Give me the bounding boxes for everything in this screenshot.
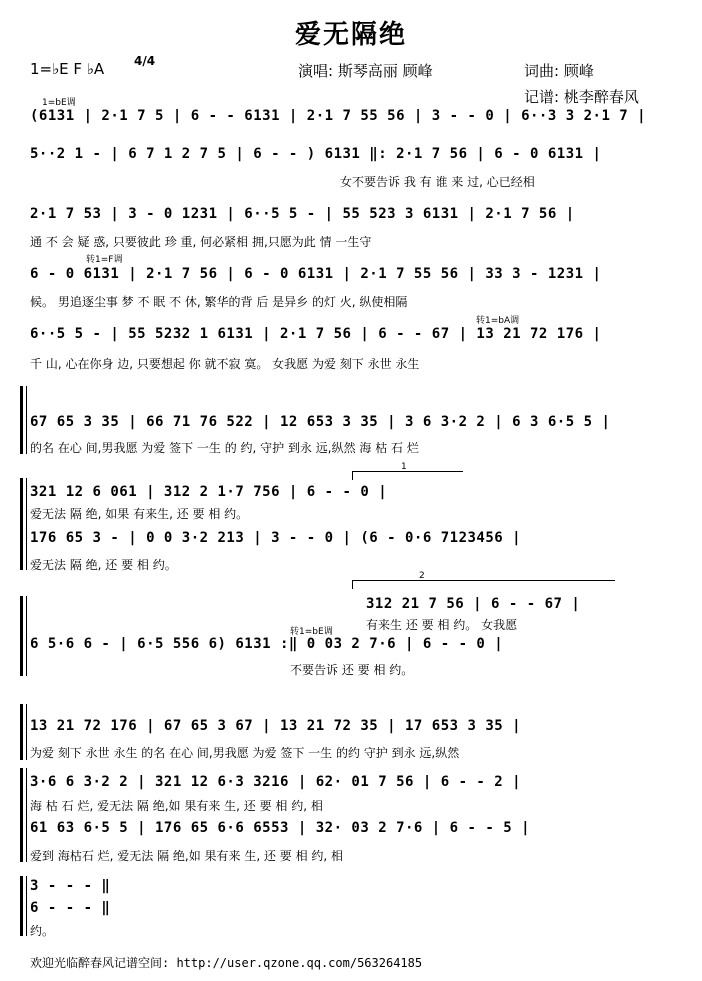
notation-row: 3·6 6 3·2 2 | 321 12 6·3 3216 | 62· 01 7 56 | 6 - - 2 | (30, 774, 522, 790)
time-signature: 4/4 (134, 54, 156, 68)
lyrics-row: 爱无法 隔 绝, 如果 有来生, 还 要 相 约。 (30, 507, 249, 521)
notation-row: 312 21 7 56 | 6 - - 67 | (366, 596, 581, 612)
modulation-mark: 转1=bA调 (476, 316, 520, 326)
lyrics-row: 有来生 还 要 相 约。 女我愿 (366, 618, 518, 632)
notation-row: 176 65 3 - | 0 0 3·2 213 | 3 - - 0 | (6 - 0·6 7123456 | (30, 530, 522, 546)
lyrics-row: 的名 在心 间,男我愿 为爱 签下 一生 的 约, 守护 到永 远,纵然 海 枯 石 烂 (30, 441, 419, 455)
notation-row: (6131 | 2·1 7 5 | 6 - - 6131 | 2·1 7 55 56 | 3 - - 0 | 6··3 3 2·1 7 | (30, 108, 647, 124)
lyrics-row: 千 山, 心在你身 边, 只要想起 你 就不寂 寞。 女我愿 为爱 刻下 永世 永生 (30, 357, 420, 371)
notation-row: 67 65 3 35 | 66 71 76 522 | 12 653 3 35 | 3 6 3·2 2 | 6 3 6·5 5 | (30, 414, 611, 430)
modulation-mark: 转1=bE调 (290, 627, 333, 637)
footer-credit: 欢迎光临醉春风记谱空间: http://user.qzone.qq.com/563264185 (30, 956, 423, 970)
notation-row: 5··2 1 - | 6 7 1 2 7 5 | 6 - - ) 6131 ‖: 2·1 7 56 | 6 - 0 6131 | (30, 146, 602, 162)
lyrics-row: 不要告诉 还 要 相 约。 (290, 663, 414, 677)
lyrics-row: 爱到 海枯石 烂, 爱无法 隔 绝,如 果有来 生, 还 要 相 约, 相 (30, 849, 344, 863)
system-bracket (20, 386, 23, 454)
modulation-mark: 转1=F调 (86, 255, 123, 265)
lyrics-row: 海 枯 石 烂, 爱无法 隔 绝,如 果有来 生, 还 要 相 约, 相 (30, 799, 323, 813)
lyrics-row: 女不要告诉 我 有 谁 来 过, 心已经相 (340, 175, 535, 189)
lyrics-row: 候。 男追逐尘事 梦 不 眠 不 休, 繁华的背 后 是异乡 的灯 火, 纵使相隔 (30, 295, 408, 309)
composer: 词曲: 顾峰 (524, 62, 594, 80)
notation-row: 6··5 5 - | 55 5232 1 6131 | 2·1 7 56 | 6 - - 67 | 13 21 72 176 | (30, 326, 602, 342)
volta-bracket: 1 (352, 471, 463, 480)
system-bracket (20, 478, 23, 570)
system-bracket (20, 704, 23, 760)
lyrics-row: 通 不 会 疑 惑, 只要彼此 珍 重, 何必紧相 拥,只愿为此 情 一生守 (30, 235, 372, 249)
notation-row: 6 5·6 6 - | 6·5 556 6) 6131 :‖ 0 03 2 7·6 | 6 - - 0 | (30, 636, 504, 652)
notation-row: 6 - 0 6131 | 2·1 7 56 | 6 - 0 6131 | 2·1 7 55 56 | 33 3 - 1231 | (30, 266, 602, 282)
lyrics-row: 为爱 刻下 永世 永生 的名 在心 间,男我愿 为爱 签下 一生 的约 守护 到永 远,纵然 (30, 746, 460, 760)
notation-row: 13 21 72 176 | 67 65 3 67 | 13 21 72 35 | 17 653 3 35 | (30, 718, 522, 734)
notation-row: 6 - - - ‖ (30, 900, 111, 916)
singers: 演唱: 斯琴高丽 顾峰 (298, 62, 433, 80)
notation-row: 61 63 6·5 5 | 176 65 6·6 6553 | 32· 03 2 7·6 | 6 - - 5 | (30, 820, 531, 836)
key-mark-intro: 1=bE调 (42, 98, 76, 108)
system-bracket (20, 768, 23, 862)
lyrics-row: 爱无法 隔 绝, 还 要 相 约。 (30, 558, 177, 572)
volta-bracket: 2 (352, 580, 615, 589)
key-signature: 1=♭E F ♭A (30, 60, 105, 78)
transcriber: 记谱: 桃李醉春风 (524, 88, 639, 106)
system-bracket (20, 876, 23, 936)
notation-row: 2·1 7 53 | 3 - 0 1231 | 6··5 5 - | 55 523 3 6131 | 2·1 7 56 | (30, 206, 575, 222)
notation-row: 3 - - - ‖ (30, 878, 111, 894)
system-bracket (20, 596, 23, 676)
lyrics-row: 约。 (30, 924, 55, 938)
notation-row: 321 12 6 061 | 312 2 1·7 756 | 6 - - 0 | (30, 484, 388, 500)
song-title: 爱无隔绝 (294, 20, 407, 50)
